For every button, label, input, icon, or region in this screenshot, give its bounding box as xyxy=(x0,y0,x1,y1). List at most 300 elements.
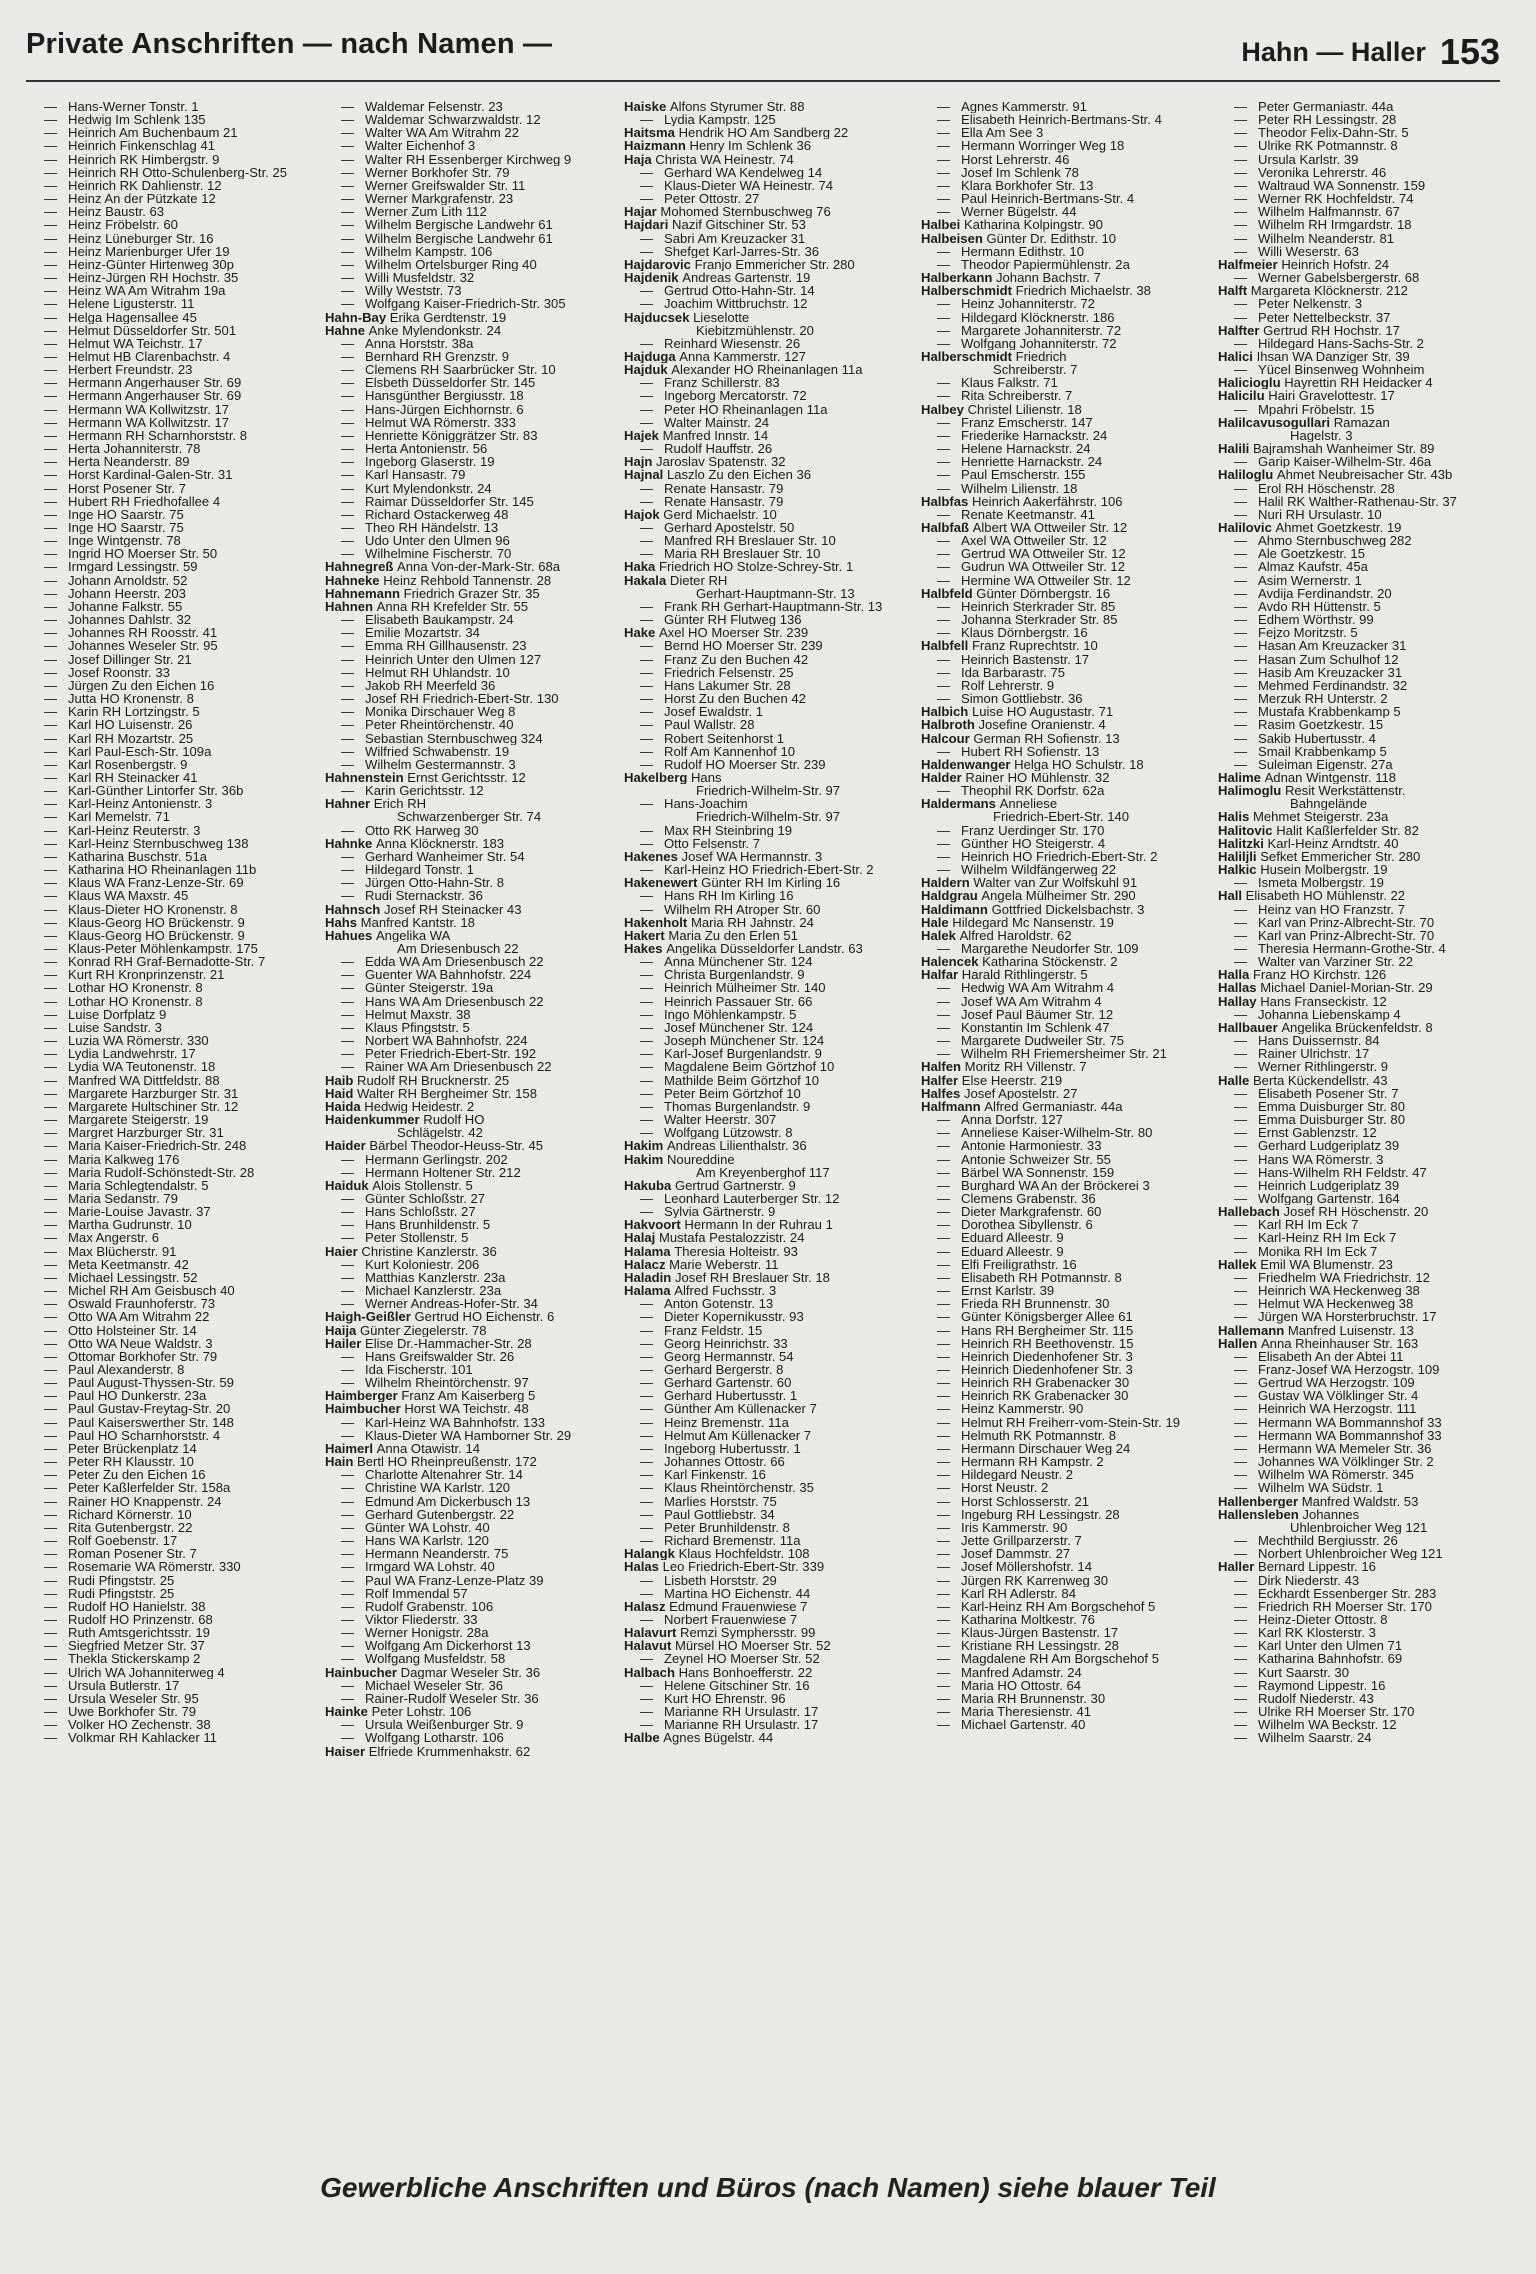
directory-entry xyxy=(1218,429,1510,442)
directory-entry xyxy=(921,416,1213,429)
entry-dash: — xyxy=(640,481,654,495)
section-title: Private Anschriften — nach Namen — xyxy=(26,28,553,60)
entry-text: Josef RH Friedrich-Ebert-Str. 130 xyxy=(365,692,559,706)
entry-dash: — xyxy=(937,126,951,140)
entry-text: Hasib Am Kreuzacker 31 xyxy=(1258,665,1403,679)
entry-text: Magdalene Beim Görtzhof 10 xyxy=(664,1060,835,1074)
directory-entry xyxy=(28,1153,320,1166)
entry-dash: — xyxy=(640,678,654,693)
surname: Hakala xyxy=(624,573,670,587)
entry-dash: — xyxy=(937,389,951,403)
entry-dash: — xyxy=(1234,718,1248,732)
directory-entry xyxy=(1218,139,1510,152)
directory-entry xyxy=(28,1455,320,1468)
entry-text: Wolfgang Kaiser-Friedrich-Str. 305 xyxy=(365,297,566,311)
entry-dash: — xyxy=(44,757,58,771)
entry-text: Paul Emscherstr. 155 xyxy=(961,468,1086,482)
entry-dash: — xyxy=(1234,205,1248,219)
surname: Halbfell xyxy=(921,639,972,653)
directory-entry xyxy=(325,1350,617,1363)
entry-text: Bärbel Theodor-Heuss-Str. 45 xyxy=(369,1139,544,1153)
entry-dash: — xyxy=(341,678,355,693)
surname: Hale xyxy=(921,915,953,929)
entry-dash: — xyxy=(44,1441,58,1456)
entry-dash: — xyxy=(937,1560,951,1574)
entry-text: Karin Gerichtsstr. 12 xyxy=(365,784,484,798)
directory-entry xyxy=(1218,574,1510,587)
entry-dash: — xyxy=(44,468,58,482)
entry-dash: — xyxy=(44,192,58,206)
entry-dash: — xyxy=(640,1652,654,1666)
entry-text: Maria Kalkweg 176 xyxy=(68,1152,180,1166)
entry-dash: — xyxy=(1234,1376,1248,1390)
entry-dash: — xyxy=(44,1639,58,1653)
entry-text: Hildegard Mc Nansenstr. 19 xyxy=(952,915,1114,929)
entry-dash: — xyxy=(341,1284,355,1298)
entry-text: Hendrik HO Am Sandberg 22 xyxy=(678,126,849,140)
entry-text: Halit Kaßlerfelder Str. 82 xyxy=(1276,823,1419,837)
entry-text: Hedwig Im Schlenk 135 xyxy=(68,113,206,127)
entry-dash: — xyxy=(341,889,355,903)
entry-text: Friedrich-Wilhelm-Str. 97 xyxy=(696,810,841,824)
entry-dash: — xyxy=(640,1612,654,1627)
directory-entry xyxy=(1218,1350,1510,1363)
directory-entry xyxy=(28,1600,320,1613)
entry-text: Johannes WA Völklinger Str. 2 xyxy=(1258,1455,1434,1469)
directory-entry xyxy=(325,1402,617,1415)
directory-entry xyxy=(325,1705,617,1718)
surname: Hahnke xyxy=(325,836,376,850)
directory-entry xyxy=(624,442,916,455)
directory-entry xyxy=(1218,468,1510,481)
entry-dash: — xyxy=(341,1007,355,1021)
entry-dash: — xyxy=(44,1428,58,1442)
directory-entry xyxy=(325,929,617,942)
directory-entry xyxy=(624,784,916,797)
entry-text: Georg Heinrichstr. 33 xyxy=(664,1336,788,1350)
entry-dash: — xyxy=(44,1376,58,1390)
surname: Haidenkummer xyxy=(325,1113,424,1127)
directory-entry xyxy=(325,139,617,152)
entry-text: Heinz-Günter Hirtenweg 30p xyxy=(68,257,234,272)
entry-dash: — xyxy=(44,1244,58,1258)
directory-entry xyxy=(624,218,916,231)
entry-text: Heinz Bremenstr. 11a xyxy=(664,1415,789,1429)
entry-text: Paul Alexanderstr. 8 xyxy=(68,1363,185,1377)
entry-dash: — xyxy=(44,639,58,653)
entry-text: Mehmet Steigerstr. 23a xyxy=(1252,810,1389,824)
entry-text: Bernd HO Moerser Str. 239 xyxy=(664,639,823,653)
entry-text: Hubert RH Sofienstr. 13 xyxy=(961,744,1100,758)
entry-text: Ihsan WA Danziger Str. 39 xyxy=(1256,349,1410,364)
entry-dash: — xyxy=(937,1191,951,1206)
directory-entry xyxy=(921,705,1213,718)
entry-dash: — xyxy=(1234,1428,1248,1442)
entry-dash: — xyxy=(341,613,355,627)
entry-text: Karl van Prinz-Albrecht-Str. 70 xyxy=(1258,928,1435,942)
surname: Hajduga xyxy=(624,349,680,364)
entry-text: Michael Gartenstr. 40 xyxy=(961,1718,1086,1732)
entry-text: Franjo Emmericher Str. 280 xyxy=(694,257,855,272)
entry-text: Mpahri Fröbelstr. 15 xyxy=(1258,402,1375,416)
directory-entry xyxy=(28,1192,320,1205)
directory-entry xyxy=(624,639,916,652)
directory-entry xyxy=(28,1258,320,1271)
entry-dash: — xyxy=(44,731,58,745)
entry-dash: — xyxy=(1234,1086,1248,1100)
entry-text: Theophil RK Dorfstr. 62a xyxy=(961,784,1105,798)
entry-text: Dieter Markgrafenstr. 60 xyxy=(961,1205,1102,1219)
entry-text: Irmgard Lessingstr. 59 xyxy=(68,560,198,574)
entry-dash: — xyxy=(1234,1586,1248,1600)
directory-entry xyxy=(1218,350,1510,363)
entry-text: Hermann Worringer Weg 18 xyxy=(961,139,1125,153)
entry-text: Sabri Am Kreuzacker 31 xyxy=(664,231,806,245)
surname: Hajdari xyxy=(624,218,673,232)
entry-text: Heinz An der Pützkate 12 xyxy=(68,192,216,206)
entry-dash: — xyxy=(640,1336,654,1350)
directory-entry xyxy=(28,1639,320,1652)
entry-dash: — xyxy=(341,1612,355,1627)
entry-text: Waldemar Felsenstr. 23 xyxy=(365,100,503,114)
entry-text: Jürgen Otto-Hahn-Str. 8 xyxy=(365,876,505,890)
entry-dash: — xyxy=(44,1481,58,1495)
entry-text: Josef WA Am Witrahm 4 xyxy=(961,994,1102,1008)
entry-dash: — xyxy=(44,1415,58,1429)
directory-entry xyxy=(921,1666,1213,1679)
entry-dash: — xyxy=(341,534,355,548)
entry-dash: — xyxy=(1234,1389,1248,1403)
entry-text: Ernst Gablenzstr. 12 xyxy=(1258,1126,1377,1140)
entry-text: Karl-Günther Lintorfer Str. 36b xyxy=(68,784,244,798)
entry-text: Bahngelände xyxy=(1290,797,1368,811)
entry-text: Wilhelm RH Friemersheimer Str. 21 xyxy=(961,1047,1167,1061)
entry-text: Remzi Symphersstr. 99 xyxy=(680,1626,816,1640)
directory-entry xyxy=(1218,1297,1510,1310)
entry-text: Anna Münchener Str. 124 xyxy=(664,955,813,969)
entry-text: Hans Franseckistr. 12 xyxy=(1260,994,1387,1008)
entry-text: Thekla Stickerskamp 2 xyxy=(68,1652,201,1666)
entry-dash: — xyxy=(1234,507,1248,521)
entry-text: Hermine WA Ottweiler Str. 12 xyxy=(961,573,1131,587)
surname: Hake xyxy=(624,626,659,640)
entry-dash: — xyxy=(937,139,951,153)
directory-entry xyxy=(921,429,1213,442)
directory-entry xyxy=(921,1153,1213,1166)
entry-dash: — xyxy=(44,652,58,666)
entry-text: Hermann WA Kollwitzstr. 17 xyxy=(68,415,230,429)
entry-dash: — xyxy=(44,139,58,153)
directory-entry xyxy=(28,916,320,929)
directory-entry xyxy=(1218,1402,1510,1415)
entry-dash: — xyxy=(1234,271,1248,285)
directory-entry xyxy=(624,1192,916,1205)
entry-dash: — xyxy=(44,1007,58,1021)
entry-text: Heinrich Hofstr. 24 xyxy=(1281,257,1390,272)
surname: Halle xyxy=(1218,1073,1253,1087)
entry-dash: — xyxy=(640,1349,654,1363)
entry-text: Walter Heerstr. 307 xyxy=(664,1113,777,1127)
entry-dash: — xyxy=(341,231,355,245)
column-4 xyxy=(921,100,1213,2140)
directory-entry xyxy=(325,810,617,823)
directory-entry xyxy=(624,324,916,337)
directory-entry xyxy=(921,692,1213,705)
entry-text: Klaus-Peter Möhlenkampstr. 175 xyxy=(68,942,258,956)
surname: Hahneke xyxy=(325,573,384,587)
entry-text: Karl RH Im Eck 7 xyxy=(1258,1218,1359,1232)
entry-dash: — xyxy=(1234,1244,1248,1258)
entry-dash: — xyxy=(640,1441,654,1456)
directory-entry xyxy=(921,1297,1213,1310)
directory-entry xyxy=(624,1442,916,1455)
directory-entry xyxy=(325,1455,617,1468)
entry-text: Rudolf HO xyxy=(423,1113,485,1127)
surname: Hall xyxy=(1218,889,1246,903)
directory-entry xyxy=(921,455,1213,468)
surname: Halbich xyxy=(921,705,972,719)
entry-text: Klaus Pfingststr. 5 xyxy=(365,1020,470,1035)
directory-entry xyxy=(624,1271,916,1284)
entry-text: Manfred RH Breslauer Str. 10 xyxy=(664,534,836,548)
directory-entry xyxy=(325,100,617,113)
entry-text: Josef RH Steinacker 43 xyxy=(383,902,522,916)
directory-entry xyxy=(624,824,916,837)
surname: Halama xyxy=(624,1244,675,1258)
directory-entry xyxy=(325,718,617,731)
directory-entry xyxy=(1218,1047,1510,1060)
entry-text: Hildegard Klöcknerstr. 186 xyxy=(961,310,1115,324)
directory-entry xyxy=(624,666,916,679)
entry-dash: — xyxy=(341,376,355,390)
entry-text: Heinrich Mülheimer Str. 140 xyxy=(664,981,826,995)
surname: Halcour xyxy=(921,731,974,745)
entry-dash: — xyxy=(937,1178,951,1192)
entry-text: Gertrud WA Herzogstr. 109 xyxy=(1258,1376,1415,1390)
directory-entry xyxy=(325,1153,617,1166)
directory-entry xyxy=(28,1508,320,1521)
entry-dash: — xyxy=(341,1047,355,1061)
directory-entry xyxy=(1218,1468,1510,1481)
directory-entry xyxy=(28,1666,320,1679)
directory-entry xyxy=(325,1600,617,1613)
surname: Halasz xyxy=(624,1599,670,1613)
entry-text: Marie Weberstr. 11 xyxy=(669,1257,779,1271)
entry-text: Emilie Mozartstr. 34 xyxy=(365,626,480,640)
entry-dash: — xyxy=(937,1612,951,1627)
directory-entry xyxy=(325,1034,617,1047)
entry-text: Michael Weseler Str. 36 xyxy=(365,1678,504,1692)
directory-entry xyxy=(921,1639,1213,1652)
entry-dash: — xyxy=(1234,1231,1248,1245)
directory-entry xyxy=(1218,1060,1510,1073)
entry-text: Peter Beim Görtzhof 10 xyxy=(664,1086,801,1100)
surname: Hallas xyxy=(1218,981,1261,995)
directory-entry xyxy=(325,1613,617,1626)
directory-entry xyxy=(28,1679,320,1692)
surname: Hallebach xyxy=(1218,1205,1284,1219)
entry-text: Karl RH Steinacker 41 xyxy=(68,770,198,785)
entry-dash: — xyxy=(44,152,58,166)
entry-dash: — xyxy=(44,455,58,469)
entry-text: Josef Roonstr. 33 xyxy=(68,665,170,679)
entry-dash: — xyxy=(1234,1191,1248,1206)
entry-text: Viktor Fliederstr. 33 xyxy=(365,1612,478,1627)
directory-entry xyxy=(325,1560,617,1573)
directory-entry xyxy=(28,1495,320,1508)
entry-text: Rolf Goebenstr. 17 xyxy=(68,1534,178,1548)
entry-text: Lydia Kampstr. 125 xyxy=(664,113,776,127)
surname: Hakenes xyxy=(624,849,682,864)
entry-text: Wilhelm Saarstr. 24 xyxy=(1258,1731,1372,1745)
surname: Haladin xyxy=(624,1270,675,1285)
entry-text: Manfred Adamstr. 24 xyxy=(961,1665,1082,1679)
entry-text: Peter Brunhildenstr. 8 xyxy=(664,1520,790,1535)
directory-entry xyxy=(624,929,916,942)
entry-dash: — xyxy=(44,1218,58,1232)
directory-entry xyxy=(921,1652,1213,1665)
entry-dash: — xyxy=(937,1718,951,1732)
entry-text: Klaus-Georg HO Brückenstr. 9 xyxy=(68,928,245,942)
surname: Haldermans xyxy=(921,797,1000,811)
entry-dash: — xyxy=(937,152,951,166)
directory-entry xyxy=(325,1139,617,1152)
entry-dash: — xyxy=(341,1520,355,1535)
entry-text: Wilhelm Wildfängerweg 22 xyxy=(961,863,1117,877)
entry-text: Hildegard Hans-Sachs-Str. 2 xyxy=(1258,336,1424,350)
surname: Haider xyxy=(325,1139,370,1153)
directory-entry xyxy=(28,482,320,495)
entry-dash: — xyxy=(937,1573,951,1587)
entry-text: Ulrike RK Potmannstr. 8 xyxy=(1258,139,1398,153)
entry-dash: — xyxy=(341,757,355,771)
surname: Hajdarovic xyxy=(624,257,695,272)
directory-entry xyxy=(624,955,916,968)
directory-entry xyxy=(325,1192,617,1205)
directory-entry xyxy=(28,534,320,547)
directory-entry xyxy=(1218,100,1510,113)
directory-entry xyxy=(1218,1087,1510,1100)
directory-entry xyxy=(921,1179,1213,1192)
entry-text: Elise Dr.-Hammacher-Str. 28 xyxy=(365,1336,532,1350)
directory-entry xyxy=(624,1034,916,1047)
entry-dash: — xyxy=(44,415,58,429)
surname: Halici xyxy=(1218,349,1257,364)
directory-entry xyxy=(28,889,320,902)
entry-text: Martina HO Eichenstr. 44 xyxy=(664,1586,811,1600)
entry-text: Hermann RH Kampstr. 2 xyxy=(961,1455,1104,1469)
directory-entry xyxy=(921,1337,1213,1350)
entry-text: Horst Schlosserstr. 21 xyxy=(961,1494,1090,1508)
entry-dash: — xyxy=(937,744,951,758)
entry-text: Paul HO Dunkerstr. 23a xyxy=(68,1389,207,1403)
directory-entry xyxy=(325,626,617,639)
entry-dash: — xyxy=(341,1481,355,1495)
directory-entry xyxy=(28,258,320,271)
directory-entry xyxy=(28,1416,320,1429)
entry-dash: — xyxy=(44,1520,58,1535)
directory-entry xyxy=(28,324,320,337)
entry-text: Herta Neanderstr. 89 xyxy=(68,455,190,469)
directory-entry xyxy=(1218,442,1510,455)
entry-dash: — xyxy=(937,428,951,443)
directory-entry xyxy=(325,271,617,284)
directory-entry xyxy=(624,916,916,929)
directory-entry xyxy=(1218,613,1510,626)
entry-text: Ahmet Neubreisacher Str. 43b xyxy=(1276,468,1453,482)
entry-text: Wolfgang Am Dickerhorst 13 xyxy=(365,1639,531,1653)
directory-entry xyxy=(325,1205,617,1218)
entry-text: Maria Kaiser-Friedrich-Str. 248 xyxy=(68,1139,247,1153)
entry-dash: — xyxy=(44,1231,58,1245)
entry-text: Andreas Lilienthalstr. 36 xyxy=(666,1139,807,1153)
entry-text: Norbert Frauenwiese 7 xyxy=(664,1612,798,1627)
entry-dash: — xyxy=(640,1034,654,1048)
entry-text: Wolfgang Lotharstr. 106 xyxy=(365,1731,504,1745)
directory-entry xyxy=(28,376,320,389)
entry-text: Werner Gabelsbergerstr. 68 xyxy=(1258,271,1420,285)
entry-text: Mathilde Beim Görtzhof 10 xyxy=(664,1073,820,1087)
entry-text: Hedwig Heidestr. 2 xyxy=(364,1099,475,1114)
directory-entry xyxy=(624,1218,916,1231)
directory-entry xyxy=(28,784,320,797)
entry-text: Heinrich Diedenhofener Str. 3 xyxy=(961,1363,1133,1377)
entry-text: Rudolf Niederstr. 43 xyxy=(1258,1691,1374,1706)
directory-entry xyxy=(1218,942,1510,955)
entry-text: Alfred Fuchsstr. 3 xyxy=(674,1284,777,1298)
entry-dash: — xyxy=(341,442,355,456)
directory-entry xyxy=(28,692,320,705)
entry-text: Günter Schloßstr. 27 xyxy=(365,1191,486,1206)
entry-text: Margareta Klöcknerstr. 212 xyxy=(1250,284,1408,298)
entry-dash: — xyxy=(341,1573,355,1587)
entry-dash: — xyxy=(640,1099,654,1114)
entry-text: Henriette Königgrätzer Str. 83 xyxy=(365,428,538,443)
entry-text: Robert Seitenhorst 1 xyxy=(664,731,785,745)
surname: Haldern xyxy=(921,876,974,890)
entry-text: Peter Rheintörchenstr. 40 xyxy=(365,718,514,732)
entry-text: Richard Körnerstr. 10 xyxy=(68,1507,192,1521)
entry-text: Guenter WA Bahnhofstr. 224 xyxy=(365,968,532,982)
directory-entry xyxy=(624,1008,916,1021)
entry-text: Helmut WA Teichstr. 17 xyxy=(68,336,203,350)
directory-entry xyxy=(28,574,320,587)
entry-text: Waltraud WA Sonnenstr. 159 xyxy=(1258,178,1426,193)
directory-entry xyxy=(1218,653,1510,666)
entry-dash: — xyxy=(44,1139,58,1153)
directory-entry xyxy=(624,889,916,902)
entry-dash: — xyxy=(937,1534,951,1548)
entry-dash: — xyxy=(640,823,654,837)
entry-dash: — xyxy=(1234,626,1248,640)
directory-entry xyxy=(1218,889,1510,902)
entry-text: Michel RH Am Geisbusch 40 xyxy=(68,1284,235,1298)
entry-dash: — xyxy=(1234,942,1248,956)
entry-dash: — xyxy=(937,1363,951,1377)
entry-dash: — xyxy=(341,1586,355,1600)
directory-entry xyxy=(325,1047,617,1060)
entry-text: Manfred WA Dittfeldstr. 88 xyxy=(68,1073,220,1087)
entry-text: Margret Harzburger Str. 31 xyxy=(68,1126,224,1140)
entry-text: Richard Ostackerweg 48 xyxy=(365,507,509,521)
entry-text: Elisabeth Heinrich-Bertmans-Str. 4 xyxy=(961,113,1162,127)
directory-entry xyxy=(624,1613,916,1626)
directory-entry xyxy=(1218,1126,1510,1139)
directory-entry xyxy=(1218,1560,1510,1573)
entry-text: Wilhelm RH Irmgardstr. 18 xyxy=(1258,218,1412,232)
entry-text: Paul Gustav-Freytag-Str. 20 xyxy=(68,1402,231,1416)
directory-entry xyxy=(28,1587,320,1600)
